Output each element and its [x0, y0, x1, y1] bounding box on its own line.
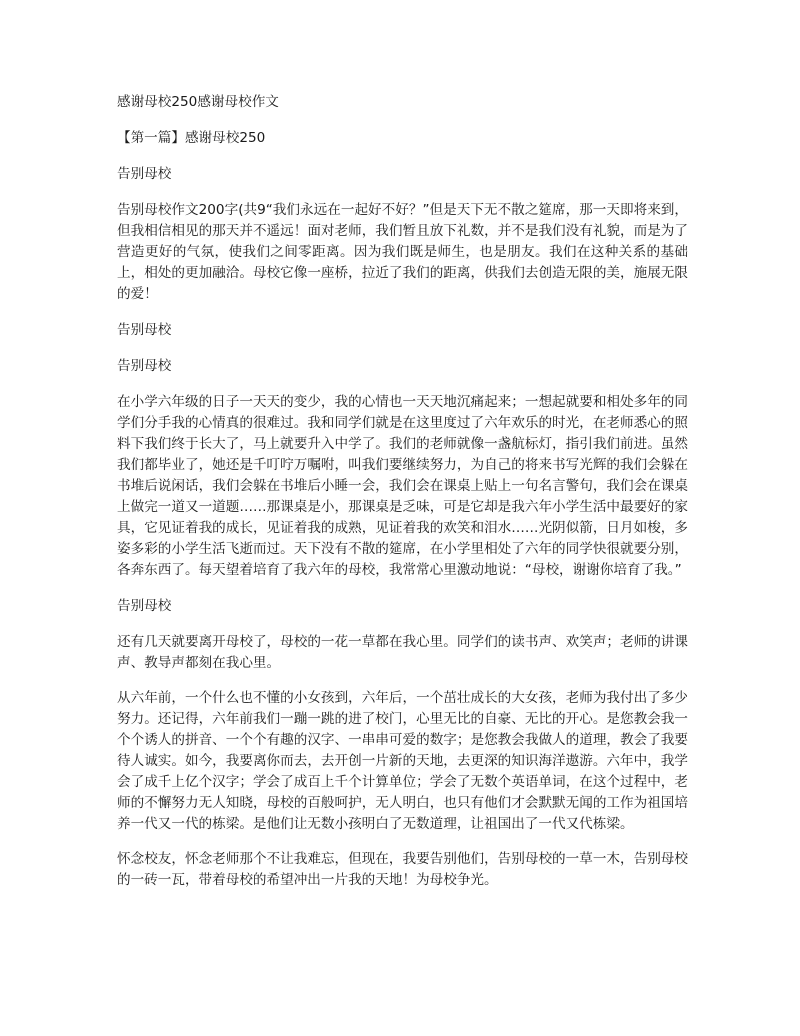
paragraph-2: 在小学六年级的日子一天天的变少，我的心情也一天天地沉痛起来；一想起就要和相处多年的同学们分手我的心情真的很难过。我和同学们就是在这里度过了六年欢乐的时光，在老师悉心的照料下我们终于长大了，马上就要升入中学了。我们的老师就像一盏航标灯，指引我们前进。虽然我们都毕业了，她还是千叮咛万嘱咐，叫我们要继续努力，为自己的将来书写光辉的我们会躲在书堆后说闲话，我们会躲在书堆后小睡一会，我们会在课桌上贴上一句名言警句，我们会在课桌上做完一道又一道题……那课桌是小，那课桌是乏味，可是它却是我六年小学生活中最要好的家具，它见证着我的成长，见证着我的成熟，见证着我的欢笑和泪水……光阴似箭，日月如梭，多姿多彩的小学生活飞逝而过。天下没有不散的筵席，在小学里相处了六年的同学快很就要分别，各奔东西了。每天望着培育了我六年的母校，我常常心里激动地说：“母校，谢谢你培育了我。” [117, 394, 688, 578]
document-title: 感谢母校250感谢母校作文 [117, 94, 279, 110]
paragraph-3: 还有几天就要离开母校了，母校的一花一草都在我心里。同学们的读书声、欢笑声；老师的讲课声、教导声都刻在我心里。 [117, 634, 688, 671]
subtitle-farewell-1: 告别母校 [117, 166, 172, 182]
section-heading: 【第一篇】感谢母校250 [117, 130, 266, 146]
subtitle-farewell-4: 告别母校 [117, 598, 172, 614]
subtitle-farewell-3: 告别母校 [117, 358, 172, 374]
paragraph-4: 从六年前，一个什么也不懂的小女孩到，六年后，一个茁壮成长的大女孩，老师为我付出了多少努力。还记得，六年前我们一蹦一跳的进了校门，心里无比的自豪、无比的开心。是您教会我一个个诱人的拼音、一个个有趣的汉字、一串串可爱的数字；是您教会我做人的道理，教会了我要待人诚实。如今，我要离你而去，去开创一片新的天地，去更深的知识海洋遨游。六年中，我学会了成千上亿个汉字；学会了成百上千个计算单位；学会了无数个英语单词，在这个过程中，老师的不懈努力无人知晓，母校的百般呵护，无人明白，也只有他们才会默默无闻的工作为祖国培养一代又一代的栋梁。是他们让无数小孩明白了无数道理，让祖国出了一代又代栋梁。 [117, 690, 688, 832]
paragraph-1: 告别母校作文200字(共9“我们永远在一起好不好？”但是天下无不散之筵席，那一天即将来到，但我相信相见的那天并不遥远！面对老师，我们暂且放下礼数，并不是我们没有礼貌，而是为了营造更好的气氛，使我们之间零距离。因为我们既是师生，也是朋友。我们在这种关系的基础上，相处的更加融洽。母校它像一座桥，拉近了我们的距离，供我们去创造无限的美，施展无限的爱！ [117, 202, 688, 302]
paragraph-5: 怀念校友，怀念老师那个不让我难忘，但现在，我要告别他们，告别母校的一草一木，告别母校的一砖一瓦，带着母校的希望冲出一片我的天地！为母校争光。 [117, 851, 688, 888]
subtitle-farewell-2: 告别母校 [117, 322, 172, 338]
